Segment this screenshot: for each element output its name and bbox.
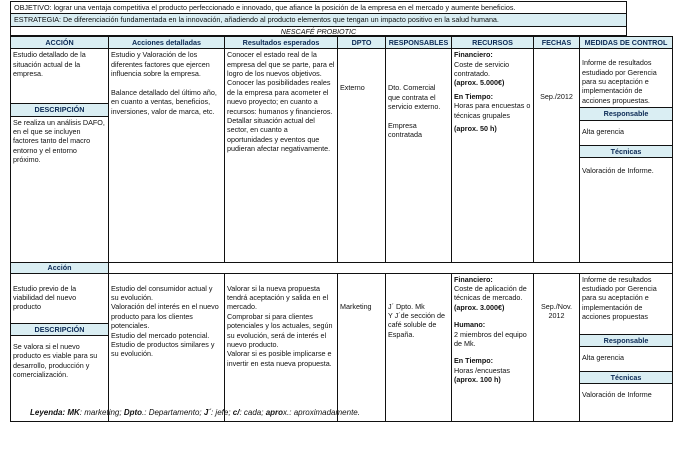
col-header-dpto: DPTO xyxy=(338,37,386,49)
objective-band: OBJETIVO: lograr una ventaja competitiva el producto perfeccionado e innovado, que afiance la posición de la empresa en el mercado y aumente beneficios. xyxy=(10,1,627,14)
col-header-recursos: RECURSOS xyxy=(452,37,534,49)
descripcion-text: Se realiza un análisis DAFO, en el que se incluyen factores tanto del macro entorno y el entorno próximo. xyxy=(13,117,107,165)
legend-c-key: c/ xyxy=(232,408,240,417)
medidas-cell xyxy=(580,273,673,421)
recurso-line: (aprox. 5.000€) xyxy=(454,78,505,88)
descripcion-label: DESCRIPCIÓN xyxy=(11,323,108,336)
tecnicas-label: Técnicas xyxy=(580,145,672,158)
legend-j-text: : jefe; xyxy=(210,408,233,417)
recurso-line: Horas /encuestas xyxy=(454,365,510,375)
legend-title: Leyenda: xyxy=(30,408,68,417)
descripcion-text: Se valora si el nuevo producto es viable para su desarrollo, producción y comercialización. xyxy=(13,342,100,380)
legend-dpto-key: Dpto xyxy=(123,408,143,417)
responsable-value: Alta gerencia xyxy=(582,126,624,136)
recursos-cell xyxy=(452,273,534,421)
responsable-value: Alta gerencia xyxy=(582,353,624,363)
legend-c-text: : cada; xyxy=(239,408,266,417)
medidas-text: Informe de resultados estudiado por Gerencia para su aceptación e implementación de acciones propuestas. xyxy=(582,58,659,105)
fechas-text: Sep./Nov. 2012 xyxy=(540,301,573,321)
legend-j-key: J´ xyxy=(203,408,211,417)
recurso-line: (aprox. 3.000€) xyxy=(454,302,505,312)
recurso-line: (aprox. 100 h) xyxy=(454,374,501,384)
tecnicas-label: Técnicas xyxy=(580,371,672,384)
recurso-line: (aprox. 50 h) xyxy=(454,123,497,133)
responsables-text: J´ Dpto. Mk Y J´de sección de café soluble de España. xyxy=(388,301,446,339)
responsables-cell xyxy=(386,49,452,263)
medidas-text: Informe de resultados estudiado por Gerencia para su aceptación e implementación de acciones propuestas xyxy=(582,274,659,322)
recurso-line: Coste de servicio contratado. xyxy=(454,59,510,79)
action-plan-table xyxy=(10,36,673,422)
table-row xyxy=(11,49,673,263)
legend-mk-text: : marketing; xyxy=(79,408,124,417)
col-header-responsables: RESPONSABLES xyxy=(386,37,452,49)
table-row xyxy=(11,273,673,421)
recurso-line: Humano: xyxy=(454,320,486,330)
recurso-line: En Tiempo: xyxy=(454,356,494,366)
legend-mk-key: MK xyxy=(67,408,80,417)
accion-cell xyxy=(11,49,109,263)
medidas-cell xyxy=(580,49,673,263)
accion-text: Estudio detallado de la situación actual de la empresa. xyxy=(13,50,88,79)
fechas-cell xyxy=(534,273,580,421)
dpto-cell xyxy=(338,273,386,421)
responsables-text: Dto. Comercial que contrata el servicio externo. Empresa contratada xyxy=(388,83,441,140)
responsables-cell xyxy=(386,273,452,421)
resultados-cell: Conocer el estado real de la empresa del que se parte, para el logro de los nuevos objetivos. Conocer las posibilidades reales de la empresa para acometer el nuevo proyecto; en cuanto a recursos: humanos y financieros. Detallar situación actual del sector, en cuanto a oportunidades y eventos que pudieran afectar negativamente. xyxy=(225,49,338,263)
recurso-line: 2 miembros del equipo de Mk. xyxy=(454,329,527,348)
fechas-text: Sep./2012 xyxy=(540,92,573,102)
responsable-label: Responsable xyxy=(580,107,672,120)
accion-cell xyxy=(11,273,109,421)
col-header-fechas: FECHAS xyxy=(534,37,580,49)
col-header-accion: ACCIÓN xyxy=(11,37,109,49)
legend-aprox-key: apro xyxy=(265,408,284,417)
acciones-detalladas-cell: Estudio y Valoración de los diferentes factores que ejercen influencia sobre la empresa. Balance detallado del último año, en cuanto a ventas, beneficios, inversiones, valor de marca, etc. xyxy=(109,49,225,263)
legend-aprox-text: x.: aproximadamente. xyxy=(283,408,360,417)
recurso-line: En Tiempo: xyxy=(454,91,494,101)
column-header-row xyxy=(11,37,673,49)
accion-text: Estudio previo de la viabilidad del nuevo producto xyxy=(13,283,79,312)
dpto-text: Externo xyxy=(340,83,365,93)
recurso-line: Horas para encuestas o técnicas grupales xyxy=(454,101,531,120)
recurso-line: Financiero: xyxy=(454,274,493,284)
separator-blank xyxy=(109,263,673,273)
recursos-list xyxy=(454,50,531,133)
recurso-line: Coste de aplicación de técnicas de mercado. xyxy=(454,284,527,303)
fechas-cell xyxy=(534,49,580,263)
recurso-line: Financiero: xyxy=(454,50,493,60)
product-name: NESCAFÉ PROBIOTIC xyxy=(10,27,627,36)
dpto-text: Marketing xyxy=(340,301,372,311)
resultados-cell: Valorar si la nueva propuesta tendrá aceptación y salida en el mercado. Comprobar si para clientes potenciales y los actuales, según su evolución, será de interés el nuevo producto. Valorar si es posible implicarse e invertir en esta nueva propuesta. xyxy=(225,273,338,421)
responsable-label: Responsable xyxy=(580,334,672,347)
strategy-document xyxy=(10,0,668,422)
dpto-cell xyxy=(338,49,386,263)
legend xyxy=(30,408,360,418)
acciones-detalladas-cell: Estudio del consumidor actual y su evolución. Valoración del interés en el nuevo producto para los clientes potenciales. Estudio del mercado potencial. Estudio de productos similares y su evolución. xyxy=(109,273,225,421)
tecnicas-value: Valoración de Informe xyxy=(582,390,652,400)
accion-separator-row xyxy=(11,263,673,273)
tecnicas-value: Valoración de Informe. xyxy=(582,166,654,176)
descripcion-label: DESCRIPCIÓN xyxy=(11,103,108,116)
accion-separator-label: Acción xyxy=(11,263,109,273)
col-header-acciones-detalladas: Acciones detalladas xyxy=(109,37,225,49)
col-header-resultados: Resultados esperados xyxy=(225,37,338,49)
recursos-list xyxy=(454,275,531,385)
legend-dpto-text: .: Departamento; xyxy=(142,408,204,417)
strategy-band: ESTRATEGIA: De diferenciación fundamentada en la innovación, añadiendo al producto elementos que tengan un impacto positivo en la salud humana. xyxy=(10,14,627,27)
col-header-medidas: MEDIDAS DE CONTROL xyxy=(580,37,673,49)
recursos-cell xyxy=(452,49,534,263)
